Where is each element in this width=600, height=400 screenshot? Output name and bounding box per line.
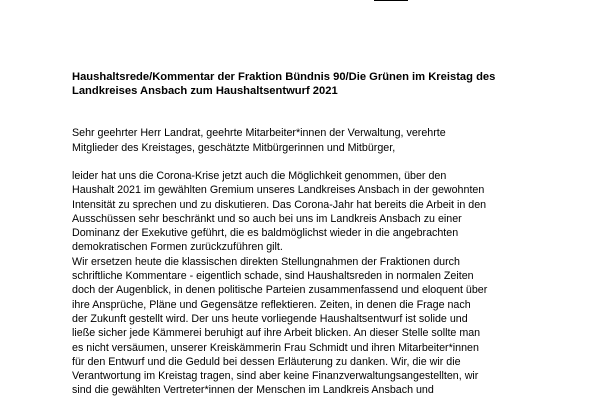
- body-line: für den Entwurf und die Geduld bei dessen Erläuterung zu danken. Wir, die wir die: [72, 355, 461, 368]
- body-line: der Zukunft gestellt wird. Der uns heute vorliegende Haushaltsentwurf ist solide und: [72, 312, 468, 325]
- body-line: demokratischen Formen zurückzuführen gilt.: [72, 241, 283, 254]
- body-line: Haushalt 2021 im gewählten Gremium unseres Landkreises Ansbach in der gewohnten: [72, 184, 485, 197]
- body-text: [72, 169, 542, 398]
- body-line: Verantwortung im Kreistag tragen, sind aber keine Finanzverwaltungsangestellten, wir: [72, 370, 479, 383]
- body-line: leider hat uns die Corona-Krise jetzt auch die Möglichkeit genommen, über den: [72, 170, 447, 182]
- title-line: Haushaltsrede/Kommentar der Fraktion Bündnis 90/Die Grünen im Kreistag des: [72, 71, 496, 83]
- body-line: Ausschüssen sehr beschränkt und so auch bei uns im Landkreis Ansbach zu einer: [72, 212, 462, 225]
- body-line: doch der Augenblick, in denen politische Parteien zusammenfassend und eloquent über: [72, 284, 488, 297]
- body-line: Dominanz der Exekutive geführt, die es baldmöglichst wieder in die angebrachten: [72, 227, 459, 240]
- title-line: Landkreises Ansbach zum Haushaltsentwurf 2021: [72, 85, 338, 97]
- document-title: [72, 70, 542, 98]
- salutation-line: Sehr geehrter Herr Landrat, geehrte Mitarbeiter*innen der Verwaltung, verehrte: [72, 127, 446, 139]
- salutation-paragraph: [72, 126, 542, 155]
- body-line: ihre Ansprüche, Pläne und Gegensätze reflektieren. Zeiten, in denen die Frage nach: [72, 298, 471, 311]
- body-line: ließe sicher jede Kämmerei beruhigt auf ihre Arbeit blicken. An dieser Stelle sollte man: [72, 327, 481, 340]
- body-line: Intensität zu sprechen und zu diskutieren. Das Corona-Jahr hat bereits die Arbeit in den: [72, 198, 487, 211]
- salutation-line: Mitglieder des Kreistages, geschätzte Mitbürgerinnen und Mitbürger,: [72, 141, 396, 154]
- body-line: schriftliche Kommentare - eigentlich schade, sind Haushaltsreden in normalen Zeiten: [72, 270, 474, 283]
- body-line: Wir ersetzen heute die klassischen direkten Stellungnahmen der Fraktionen durch: [72, 255, 460, 268]
- body-line: es nicht versäumen, unserer Kreiskämmerin Frau Schmidt und ihren Mitarbeiter*innen: [72, 341, 479, 354]
- body-line: sind die gewählten Vertreter*innen der Menschen im Landkreis Ansbach und: [72, 384, 434, 397]
- page-top-mark: [374, 0, 408, 1]
